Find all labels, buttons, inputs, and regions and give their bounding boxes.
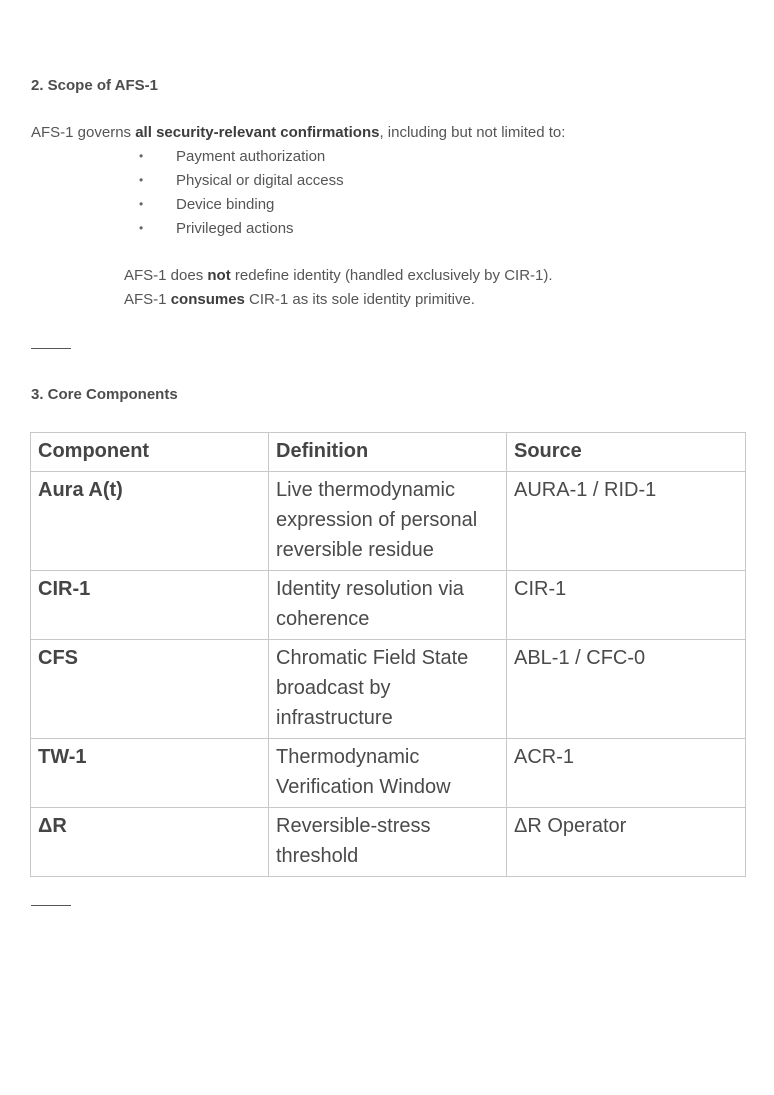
table-row [31, 571, 746, 640]
list-item [139, 148, 344, 172]
section-divider [31, 348, 71, 349]
note-2-emphasis: consumes [170, 291, 245, 308]
cell-definition: Identity resolution via coherence [269, 571, 507, 640]
list-item-label: Physical or digital access [176, 172, 344, 189]
cell-component: CFS [31, 640, 269, 739]
cell-source: ABL-1 / CFC-0 [507, 640, 746, 739]
consumption-note [124, 291, 475, 308]
table-row [31, 640, 746, 739]
cell-definition: Reversible-stress threshold [269, 808, 507, 877]
header-source: Source [507, 433, 746, 472]
scope-list [139, 148, 344, 244]
table-row [31, 739, 746, 808]
list-item-label: Payment authorization [176, 148, 326, 165]
table-header-row [31, 433, 746, 472]
cell-source: AURA-1 / RID-1 [507, 472, 746, 571]
bullet-icon: • [139, 149, 144, 163]
section-2-title: 2. Scope of AFS-1 [31, 77, 158, 94]
header-component: Component [31, 433, 269, 472]
section-3-title: 3. Core Components [31, 386, 178, 403]
list-item-label: Device binding [176, 196, 275, 213]
list-item [139, 220, 344, 244]
note-1-prefix: AFS-1 does [124, 267, 208, 284]
bullet-icon: • [139, 221, 144, 235]
components-table [30, 432, 746, 877]
cell-definition: Thermodynamic Verification Window [269, 739, 507, 808]
cell-source: CIR-1 [507, 571, 746, 640]
list-item-label: Privileged actions [176, 220, 294, 237]
scope-intro [31, 124, 565, 141]
cell-source: ACR-1 [507, 739, 746, 808]
section-divider [31, 905, 71, 906]
cell-definition: Live thermodynamic expression of personal reversible residue [269, 472, 507, 571]
note-2-suffix: CIR-1 as its sole identity primitive. [244, 291, 475, 308]
cell-component: CIR-1 [31, 571, 269, 640]
scope-intro-suffix: , including but not limited to: [379, 124, 566, 141]
list-item [139, 196, 344, 220]
note-1-suffix: redefine identity (handled exclusively by CIR-1). [230, 267, 553, 284]
table-row [31, 808, 746, 877]
cell-component: TW-1 [31, 739, 269, 808]
note-2-prefix: AFS-1 [124, 291, 171, 308]
bullet-icon: • [139, 197, 144, 211]
cell-source: ΔR Operator [507, 808, 746, 877]
header-definition: Definition [269, 433, 507, 472]
note-1-emphasis: not [207, 267, 231, 284]
bullet-icon: • [139, 173, 144, 187]
cell-component: Aura A(t) [31, 472, 269, 571]
table-row [31, 472, 746, 571]
cell-definition: Chromatic Field State broadcast by infrastructure [269, 640, 507, 739]
scope-intro-prefix: AFS-1 governs [31, 124, 136, 141]
scope-intro-emphasis: all security-relevant confirmations [135, 124, 380, 141]
list-item [139, 172, 344, 196]
cell-component: ΔR [31, 808, 269, 877]
identity-note [124, 267, 553, 284]
